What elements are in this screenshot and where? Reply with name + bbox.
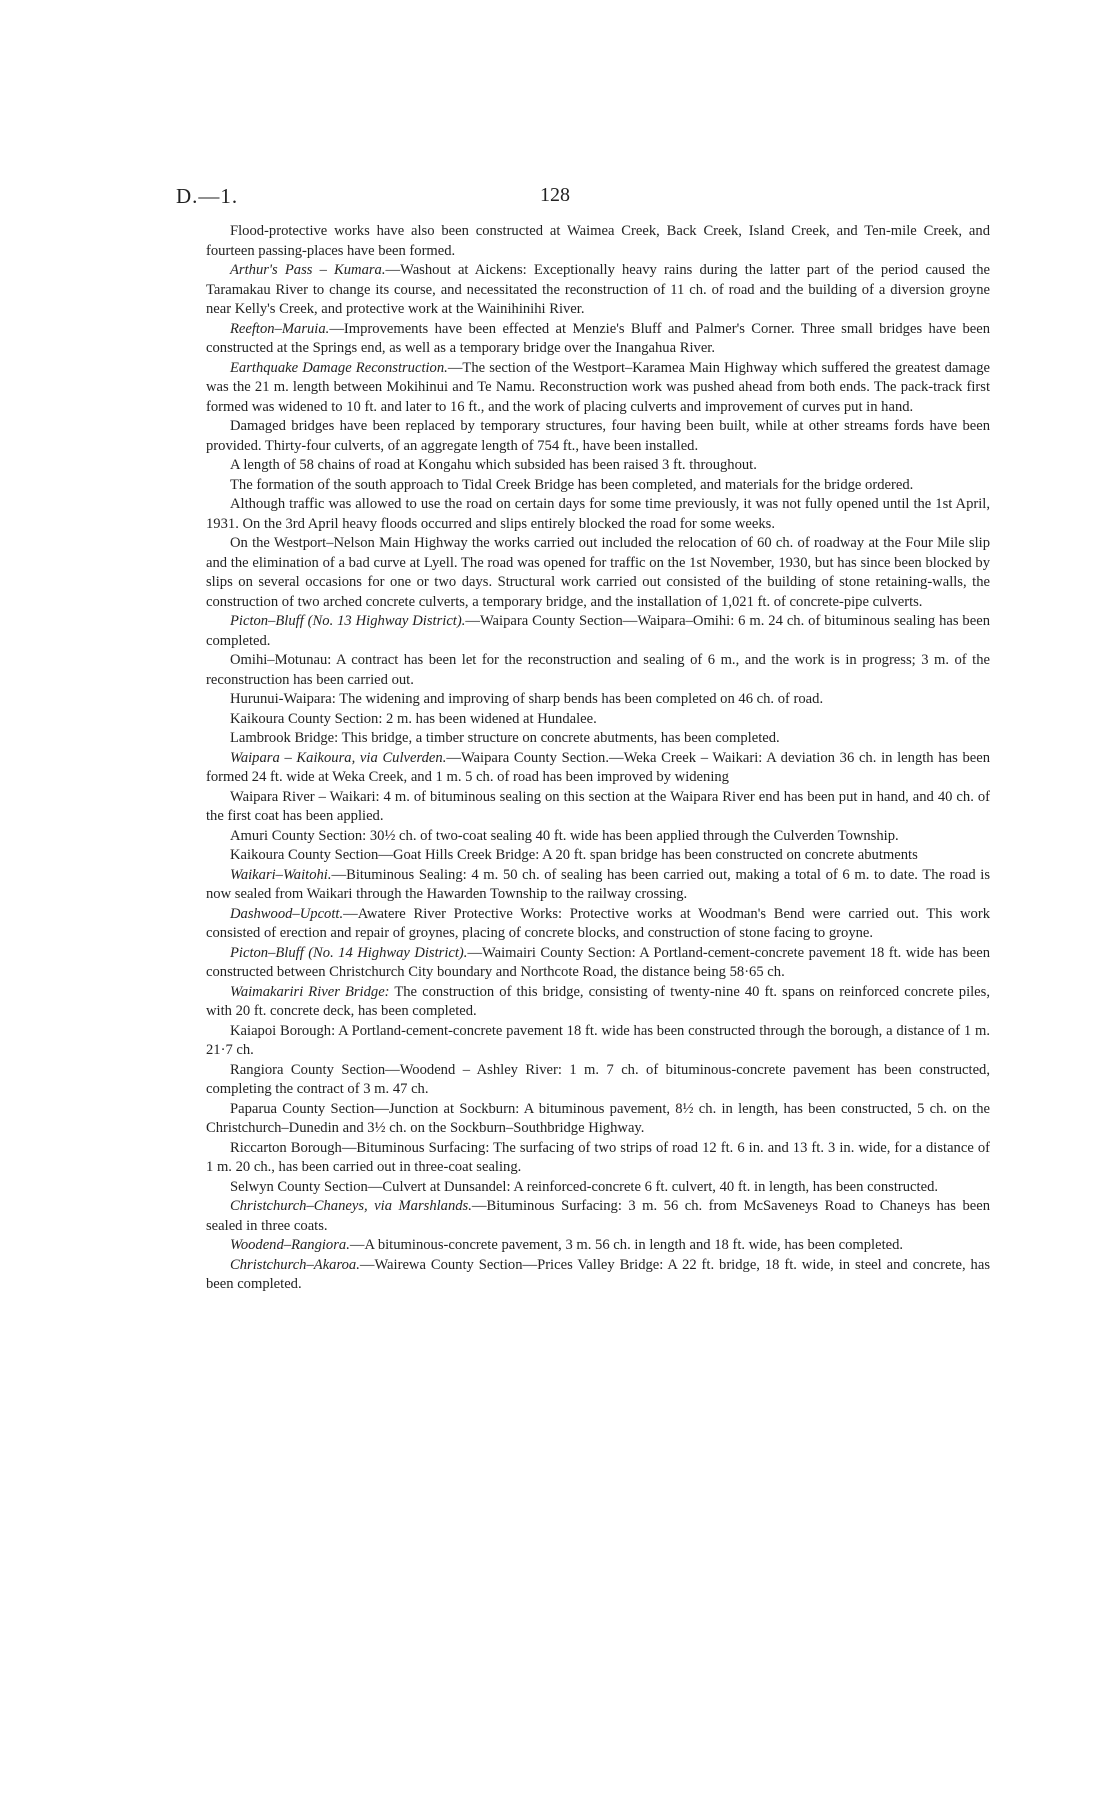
paragraph [206, 612, 990, 651]
paragraph [206, 983, 990, 1022]
paragraph-text: Selwyn County Section—Culvert at Dunsandel: A reinforced-concrete 6 ft. culvert, 40 ft. in length, has been constructed. [230, 1178, 939, 1195]
paragraph-text: Waipara River – Waikari: 4 m. of bituminous sealing on this section at the Waipara River end has been put in hand, and 40 ch. of the first coat has been applied. [206, 788, 990, 824]
paragraph [206, 827, 990, 847]
paragraph-text: —Waipara County Section—Waipara–Omihi: 6 m. 24 ch. of bituminous sealing has been completed. [206, 613, 990, 649]
paragraph [206, 1061, 990, 1100]
paragraph [206, 788, 990, 827]
paragraph [206, 261, 990, 320]
paragraph [206, 417, 990, 456]
paragraph [206, 651, 990, 690]
document-code: D.—1. [176, 184, 239, 208]
paragraph-text: —A bituminous-concrete pavement, 3 m. 56 ch. in length and 18 ft. wide, has been completed. [349, 1237, 904, 1253]
paragraph [206, 1236, 990, 1256]
paragraph-heading: Reefton–Maruia. [230, 320, 330, 337]
paragraph-text: Lambrook Bridge: This bridge, a timber structure on concrete abutments, has been completed. [230, 730, 780, 746]
paragraph-heading: Woodend–Rangiora. [230, 1237, 350, 1253]
paragraph [206, 690, 990, 710]
paragraph-text: Kaiapoi Borough: A Portland-cement-concrete pavement 18 ft. wide has been constructed through the borough, a distance of 1 m. 21·7 ch. [206, 1022, 990, 1058]
paragraph [206, 749, 990, 788]
paragraph-text: —Waimairi County Section: A Portland-cement-concrete pavement 18 ft. wide has been constructed between Christchurch City boundary and Northcote Road, the distance being 58·65 ch. [206, 944, 991, 980]
paragraph [206, 710, 990, 730]
paragraph-heading: Waimakariri River Bridge: [230, 983, 390, 1000]
paragraph [206, 729, 990, 749]
page-number: 128 [540, 184, 570, 206]
paragraph [206, 476, 990, 496]
paragraph-text: Amuri County Section: 30½ ch. of two-coat sealing 40 ft. wide has been applied through the Culverden Township. [230, 827, 899, 844]
paragraph [206, 1100, 990, 1139]
paragraph-heading: Waipara – Kaikoura, via Culverden. [230, 749, 447, 766]
paragraph-text: —Bituminous Surfacing: 3 m. 56 ch. from McSaveneys Road to Chaneys has been sealed in three coats. [206, 1198, 990, 1234]
paragraph-text: On the Westport–Nelson Main Highway the works carried out included the relocation of 60 ch. of roadway at the Four Mile slip and the elimination of a bad curve at Lyell. The road was opened for traffic on the 1st November, 1930, but has since been blocked by slips on several occasions for one or two days. Structural work carried out consisted of the building of stone retaining-walls, the construction of two arched concrete culverts, a temporary bridge, and the installation of 1,021 ft. of concrete-pipe culverts. [206, 535, 990, 610]
paragraph [206, 905, 990, 944]
paragraph-text: —Bituminous Sealing: 4 m. 50 ch. of sealing has been carried out, making a total of 6 m. to date. The road is now sealed from Waikari through the Hawarden Township to the railway crossing. [206, 866, 990, 902]
paragraph [206, 1139, 990, 1178]
paragraph-text: Damaged bridges have been replaced by temporary structures, four having been built, while at other streams fords have been provided. Thirty-four culverts, of an aggregate length of 754 ft., have been installed. [206, 418, 990, 454]
paragraph-text: The construction of this bridge, consisting of twenty-nine 40 ft. spans on reinforced concrete piles, with 20 ft. concrete deck, has been completed. [206, 983, 990, 1019]
paragraph-text: —The section of the Westport–Karamea Main Highway which suffered the greatest damage was the 21 m. length between Mokihinui and Te Namu. Reconstruction work was pushed ahead from both ends. The pack-track first formed was widened to 10 ft. and later to 16 ft., and the work of placing culverts and improvement of curves put in hand. [206, 359, 990, 415]
paragraph-text: The formation of the south approach to Tidal Creek Bridge has been completed, and materials for the bridge ordered. [230, 476, 914, 493]
paragraph-heading: Waikari–Waitohi. [230, 866, 332, 883]
paragraph-heading: Picton–Bluff (No. 13 Highway District). [230, 613, 466, 629]
paragraph-heading: Dashwood–Upcott. [230, 905, 344, 922]
paragraph-text: Omihi–Motunau: A contract has been let for the reconstruction and sealing of 6 m., and the work is in progress; 3 m. of the reconstruction has been carried out. [206, 652, 990, 688]
paragraph-text: Kaikoura County Section: 2 m. has been widened at Hundalee. [230, 710, 597, 727]
paragraph [206, 222, 990, 261]
paragraph [206, 359, 990, 418]
paragraph [206, 534, 990, 612]
paragraph-text: A length of 58 chains of road at Kongahu which subsided has been raised 3 ft. throughout. [230, 457, 757, 473]
paragraph-text: Riccarton Borough—Bituminous Surfacing: The surfacing of two strips of road 12 ft. 6 in. and 13 ft. 3 in. wide, for a distance of 1 m. 20 ch., has been carried out in three-coat sealing. [206, 1139, 990, 1175]
paragraph-heading: Earthquake Damage Reconstruction. [230, 359, 448, 376]
paragraph [206, 1022, 990, 1061]
paragraph-heading: Christchurch–Chaneys, via Marshlands. [230, 1198, 472, 1214]
paragraph [206, 320, 990, 359]
paragraph-heading: Arthur's Pass – Kumara. [230, 262, 386, 278]
paragraph [206, 866, 990, 905]
paragraph [206, 1197, 990, 1236]
paragraph-text: Paparua County Section—Junction at Sockburn: A bituminous pavement, 8½ ch. in length, has been constructed, 5 ch. on the Christchurch–Dunedin and 3½ ch. on the Sockburn–Southbridge Highway. [206, 1100, 990, 1136]
body-text [206, 222, 990, 1295]
paragraph [206, 495, 990, 534]
paragraph-text: Although traffic was allowed to use the road on certain days for some time previously, it was not fully opened until the 1st April, 1931. On the 3rd April heavy floods occurred and slips entirely blocked the road for some weeks. [206, 496, 990, 532]
paragraph-text: Kaikoura County Section—Goat Hills Creek Bridge: A 20 ft. span bridge has been constructed on concrete abutments [230, 847, 918, 863]
paragraph-text: —Improvements have been effected at Menzie's Bluff and Palmer's Corner. Three small bridges have been constructed at the Springs end, as well as a temporary bridge over the Inangahua River. [206, 320, 990, 356]
paragraph-text: —Awatere River Protective Works: Protective works at Woodman's Bend were carried out. This work consisted of erection and repair of groynes, placing of concrete blocks, and construction of stone facing to groyne. [206, 905, 990, 941]
paragraph [206, 1178, 990, 1198]
paragraph-text: Hurunui-Waipara: The widening and improving of sharp bends has been completed on 46 ch. of road. [230, 691, 824, 707]
paragraph [206, 846, 990, 866]
paragraph-text: Flood-protective works have also been constructed at Waimea Creek, Back Creek, Island Creek, and Ten-mile Creek, and fourteen passing-places have been formed. [206, 223, 990, 259]
paragraph [206, 456, 990, 476]
paragraph-text: —Washout at Aickens: Exceptionally heavy rains during the latter part of the period caused the Taramakau River to change its course, and necessitated the reconstruction of 11 ch. of road and the building of a diversion groyne near Kelly's Creek, and protective work at the Wainihinihi River. [206, 262, 990, 317]
paragraph-heading: Picton–Bluff (No. 14 Highway District). [230, 944, 468, 961]
paragraph-text: Rangiora County Section—Woodend – Ashley River: 1 m. 7 ch. of bituminous-concrete pavement has been constructed, completing the contract of 3 m. 47 ch. [206, 1061, 990, 1097]
paragraph [206, 944, 990, 983]
paragraph-text: —Waipara County Section.—Weka Creek – Waikari: A deviation 36 ch. in length has been formed 24 ft. wide at Weka Creek, and 1 m. 5 ch. of road has been improved by widening [206, 749, 991, 785]
paragraph [206, 1256, 990, 1295]
paragraph-heading: Christchurch–Akaroa. [230, 1256, 360, 1273]
paragraph-text: —Wairewa County Section—Prices Valley Bridge: A 22 ft. bridge, 18 ft. wide, in steel and concrete, has been completed. [206, 1256, 990, 1292]
